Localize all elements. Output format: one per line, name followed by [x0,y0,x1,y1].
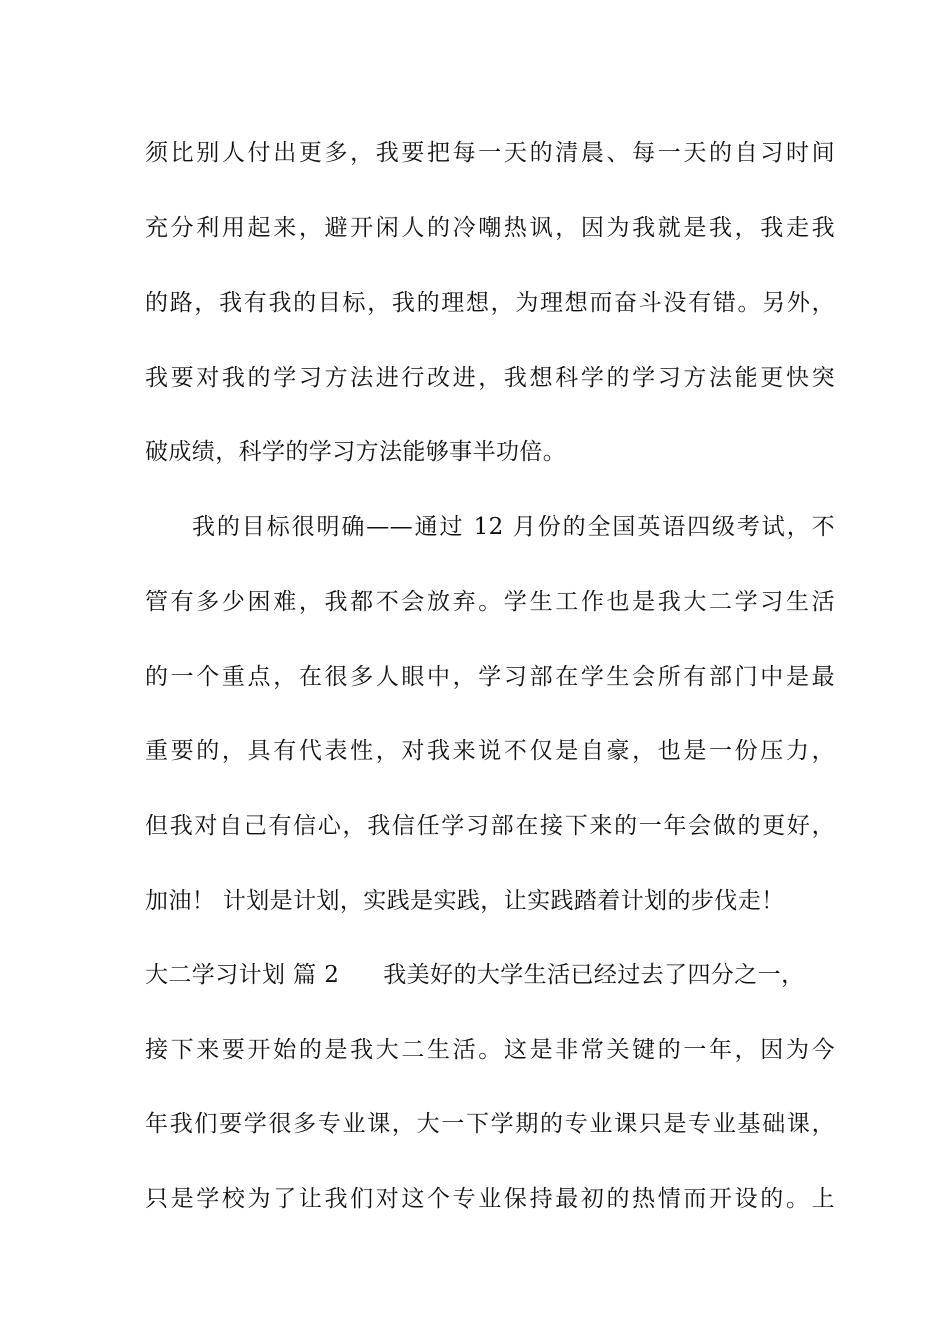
paragraph-line: 须比别人付出更多，我要把每一天的清晨、每一天的自习时间 [145,140,835,166]
section-heading-continuation: 我美好的大学生活已经过去了四分之一， [383,962,805,988]
paragraph-line: 我要对我的学习方法进行改进，我想科学的学习方法能更快突 [145,365,835,391]
section-heading-line [145,955,835,995]
paragraph-line: 充分利用起来，避开闲人的冷嘲热讽，因为我就是我，我走我 [145,215,835,241]
section-heading: 大二学习计划 篇 2 [145,962,340,988]
paragraph-line: 的路，我有我的目标，我的理想，为理想而奋斗没有错。另外， [145,290,835,316]
paragraph-line: 加油！ 计划是计划，实践是实践，让实践踏着计划的步伐走！ [145,888,785,914]
paragraph-line: 管有多少困难，我都不会放弃。学生工作也是我大二学习生活 [145,589,835,615]
paragraph-line: 但我对自己有信心，我信任学习部在接下来的一年会做的更好， [145,813,835,839]
paragraph-line: 年我们要学很多专业课，大一下学期的专业课只是专业基础课， [145,1111,835,1137]
paragraph-line: 我的目标很明确——通过 12 月份的全国英语四级考试，不 [192,514,835,540]
paragraph-line: 只是学校为了让我们对这个专业保持最初的热情而开设的。上 [145,1186,835,1212]
paragraph-line: 的一个重点，在很多人眼中，学习部在学生会所有部门中是最 [145,664,835,690]
paragraph-line: 接下来要开始的是我大二生活。这是非常关键的一年，因为今 [145,1037,835,1063]
paragraph-line: 破成绩，科学的学习方法能够事半功倍。 [145,439,567,465]
paragraph-line: 重要的，具有代表性，对我来说不仅是自豪，也是一份压力， [145,738,835,764]
